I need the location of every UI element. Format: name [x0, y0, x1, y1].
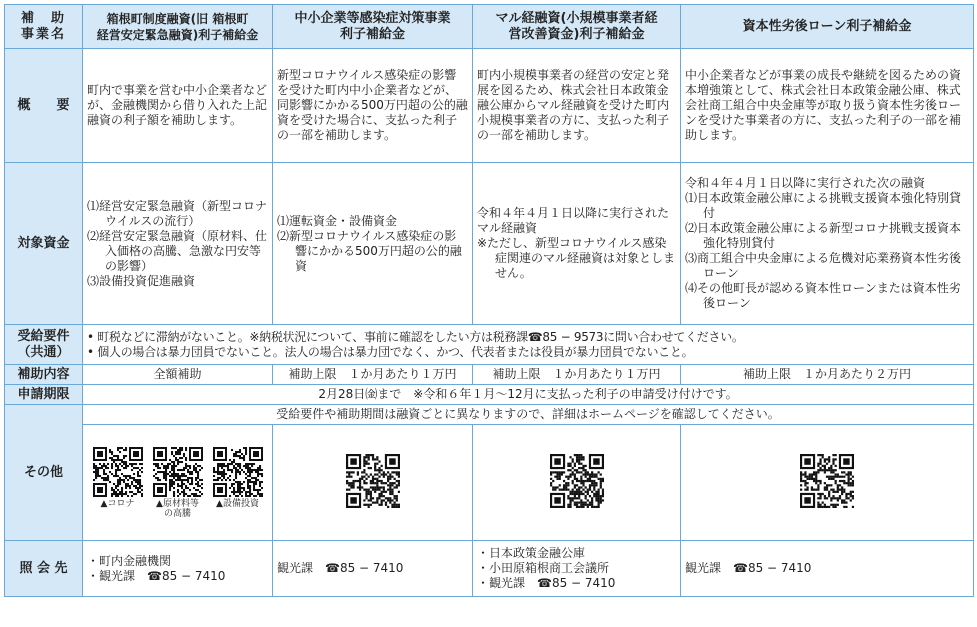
- overview-row: [5, 49, 974, 163]
- other-notice-row: [5, 405, 974, 425]
- funds-col1-item: ⑶設備投資促進融資: [87, 273, 196, 288]
- funds-col1-item: ⑵経営安定緊急融資（原材料、仕入価格の高騰、急激な円安等の影響）: [87, 228, 268, 273]
- requirements-line: • 町税などに滞納がないこと。※納税状況について、事前に確認をしたい方は税務課☎85 − 9573に問い合わせてください。: [87, 329, 744, 344]
- qr-code-materials[interactable]: [153, 447, 203, 497]
- qr-cell-2: [273, 425, 473, 541]
- other-notice: 受給要件や補助期間は融資ごとに異なりますので、詳細はホームページを確認してください。: [83, 405, 974, 425]
- subsidy-label: 補助内容: [5, 365, 83, 385]
- col-header-3: マル経融資(小規模事業者経 営改善資金)利子補給金: [473, 5, 681, 49]
- deadline-label: 申請期限: [5, 385, 83, 405]
- contact-row: [5, 541, 974, 597]
- qr-cell-3: [473, 425, 681, 541]
- qr-code-subordinated-loan[interactable]: [800, 454, 854, 508]
- requirements-line: • 個人の場合は暴力団員でないこと。法人の場合は暴力団でなく、かつ、代表者または役員が暴力団員でないこと。: [87, 344, 694, 359]
- qr-cell-4: [681, 425, 974, 541]
- funds-label: 対象資金: [5, 163, 83, 325]
- qr-code-corona[interactable]: [93, 447, 143, 497]
- funds-col3: [473, 163, 681, 325]
- funds-col4-item: ⑷その他町長が認める資本性ローンまたは資本性劣後ローン: [685, 281, 961, 310]
- requirements-label: 受給要件 （共通）: [5, 325, 83, 365]
- contact-line: ・町内金融機関: [87, 553, 172, 568]
- funds-col4-item: ⑶商工組合中央金庫による危機対応業務資本性劣後ローン: [685, 251, 962, 280]
- overview-col4: 中小企業者などが事業の成長や継続を図るための資本増強策として、株式会社日本政策金融公庫、株式会社商工組合中央金庫等が取り扱う資本性劣後ローンを受けた事業者の方に、支払った利子の一部を補助します。: [681, 49, 974, 163]
- funds-col4-item: ⑵日本政策金融公庫による新型コロナ挑戦支援資本強化特別貸付: [685, 221, 962, 250]
- row-header-title: 補 助 事業名: [5, 5, 83, 49]
- overview-col1: 町内で事業を営む中小企業者などが、金融機関から借り入れた上記融資の利子額を補助します。: [83, 49, 273, 163]
- qr-code-equipment[interactable]: [213, 447, 263, 497]
- funds-col1-item: ⑴経営安定緊急融資（新型コロナウイルスの流行）: [87, 198, 268, 228]
- other-label: その他: [5, 405, 83, 541]
- subsidy-col3: 補助上限 １か月あたり１万円: [473, 365, 681, 385]
- overview-col2: 新型コロナウイルス感染症の影響を受けた町内中小企業者などが、同影響にかかる500万円超の公的融資を受けた場合に、支払った利子の一部を補助します。: [273, 49, 473, 163]
- qr-code-infection[interactable]: [346, 454, 400, 508]
- col-header-1: 箱根町制度融資(旧 箱根町 経営安定緊急融資)利子補給金: [83, 5, 273, 49]
- contact-col1: [83, 541, 273, 597]
- contact-line: ・観光課 ☎85 − 7410: [87, 568, 226, 583]
- funds-col4-item: ⑴日本政策金融公庫による挑戦支援資本強化特別貸付: [685, 191, 962, 220]
- funds-col2-item: ⑴運転資金・設備資金: [277, 213, 398, 228]
- qr-caption: ▲設備投資: [216, 498, 259, 509]
- subsidy-col2: 補助上限 １か月あたり１万円: [273, 365, 473, 385]
- funds-col4: [681, 163, 974, 325]
- qr-cell-1: [83, 425, 273, 541]
- contact-line: ・小田原箱根商工会議所: [477, 561, 610, 575]
- col-header-2: 中小企業等感染症対策事業 利子補給金: [273, 5, 473, 49]
- requirements-text: [83, 325, 974, 365]
- qr-caption: ▲コロナ: [100, 498, 135, 509]
- overview-col3: 町内小規模事業者の経営の安定と発展を図るため、株式会社日本政策金融公庫からマル経融資を受けた町内小規模事業者の方に、支払った利子の一部を補助します。: [473, 49, 681, 163]
- subsidy-table: [4, 4, 974, 597]
- col-header-4: 資本性劣後ローン利子補給金: [681, 5, 974, 49]
- requirements-row: [5, 325, 974, 365]
- contact-col4: 観光課 ☎85 − 7410: [681, 541, 974, 597]
- funds-col2: [273, 163, 473, 325]
- subsidy-row: [5, 365, 974, 385]
- funds-col3-note: ※ただし、新型コロナウイルス感染症関連のマル経融資は対象としません。: [477, 236, 676, 280]
- contact-label: 照 会 先: [5, 541, 83, 597]
- funds-col1: [83, 163, 273, 325]
- contact-line: ・観光課 ☎85 − 7410: [477, 576, 616, 590]
- deadline-row: [5, 385, 974, 405]
- contact-line: ・日本政策金融公庫: [477, 546, 586, 560]
- subsidy-col4: 補助上限 １か月あたり２万円: [681, 365, 974, 385]
- funds-col3-main: 令和４年４月１日以降に実行されたマル経融資: [477, 206, 670, 235]
- funds-col2-item: ⑵新型コロナウイルス感染症の影響にかかる500万円超の公的融資: [277, 228, 462, 273]
- contact-col3: [473, 541, 681, 597]
- contact-col2: 観光課 ☎85 − 7410: [273, 541, 473, 597]
- deadline-text: 2月28日㈮まで ※令和６年１月～12月に支払った利子の申請受け付けです。: [83, 385, 974, 405]
- qr-caption: ▲原材料等の高騰: [156, 498, 199, 519]
- funds-col4-intro: 令和４年４月１日以降に実行された次の融資: [685, 176, 926, 190]
- other-qr-row: [5, 425, 974, 541]
- subsidy-col1: 全額補助: [83, 365, 273, 385]
- qr-code-marukei[interactable]: [550, 454, 604, 508]
- overview-label: 概 要: [5, 49, 83, 163]
- header-row: [5, 5, 974, 49]
- funds-row: [5, 163, 974, 325]
